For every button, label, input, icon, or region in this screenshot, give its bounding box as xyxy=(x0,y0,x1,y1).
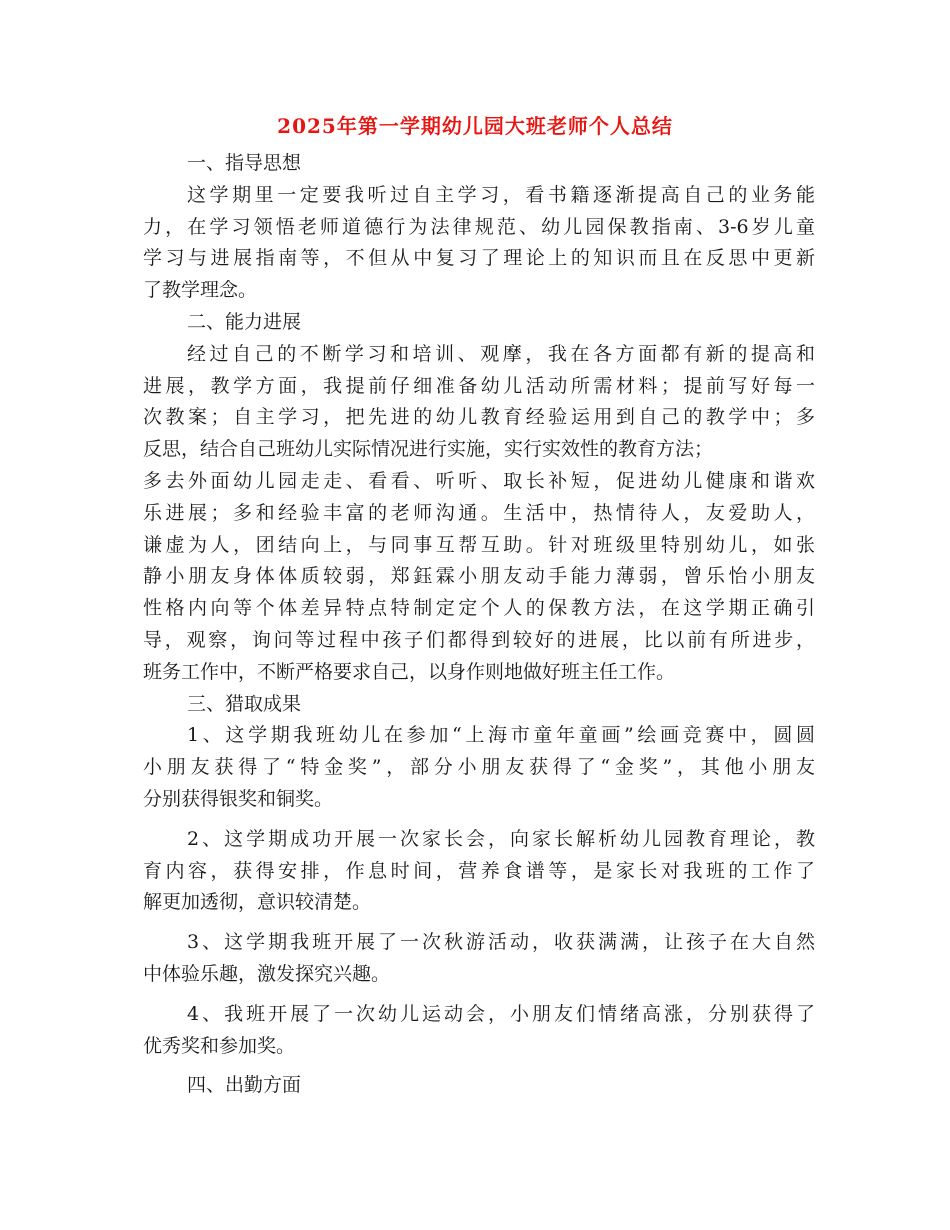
paragraph-line: 班务工作中，不断严格要求自己，以身作则地做好班主任工作。 xyxy=(143,660,676,683)
paragraph-line: 育内容，获得安排，作息时间，营养食谱等，是家长对我班的工作了 xyxy=(143,859,815,882)
paragraph-line: 静小朋友身体体质较弱，郑鈺霖小朋友动手能力薄弱，曾乐怡小朋友 xyxy=(143,565,815,588)
document-title: 2025年第一学期幼儿园大班老师个人总结 xyxy=(277,114,673,138)
paragraph-spacer xyxy=(143,991,815,999)
paragraph-line: 优秀奖和参加奖。 xyxy=(143,1034,296,1057)
section-heading-achievements: 三、猎取成果 xyxy=(187,692,302,715)
paragraph-spacer xyxy=(143,1062,815,1070)
paragraph-line: 学习与进展指南等，不但从中复习了理论上的知识而且在反思中更新 xyxy=(143,247,815,270)
section-heading-ability-progress: 二、能力进展 xyxy=(187,310,302,333)
paragraph-line: 4、我班开展了一次幼儿运动会，小朋友们情绪高涨，分别获得了 xyxy=(187,1002,815,1025)
paragraph-line: 反思，结合自己班幼儿实际情况进行实施，实行实效性的教育方法； xyxy=(143,438,714,461)
paragraph-line: 经过自己的不断学习和培训、观摩，我在各方面都有新的提高和 xyxy=(187,342,815,365)
paragraph-line: 2、这学期成功开展一次家长会，向家长解析幼儿园教育理论，教 xyxy=(187,827,815,850)
paragraph-line: 性格内向等个体差异特点特制定定个人的保教方法，在这学期正确引 xyxy=(143,597,815,620)
paragraph-line: 分别获得银奖和铜奖。 xyxy=(143,787,334,810)
paragraph-line: 了教学理念。 xyxy=(143,279,258,302)
paragraph-line: 谦虚为人，团结向上，与同事互帮互助。针对班级里特别幼儿，如张 xyxy=(143,533,815,556)
paragraph-spacer xyxy=(143,816,815,824)
paragraph-line: 进展，教学方面，我提前仔细准备幼儿活动所需材料；提前写好每一 xyxy=(143,374,815,397)
paragraph-line: 小朋友获得了“特金奖”，部分小朋友获得了“金奖”，其他小朋友 xyxy=(143,756,815,779)
section-heading-attendance: 四、出勤方面 xyxy=(187,1074,302,1097)
paragraph-line: 次教案；自主学习，把先进的幼儿教育经验运用到自己的教学中；多 xyxy=(143,406,815,429)
paragraph-line: 力，在学习领悟老师道德行为法律规范、幼儿园保教指南、3-6岁儿童 xyxy=(143,215,815,238)
paragraph-spacer xyxy=(143,919,815,927)
paragraph-line: 多去外面幼儿园走走、看看、听听、取长补短，促进幼儿健康和谐欢 xyxy=(143,469,815,492)
paragraph-line: 1、这学期我班幼儿在参加“上海市童年童画”绘画竞赛中，圆圆 xyxy=(187,724,815,747)
paragraph-line: 解更加透彻，意识较清楚。 xyxy=(143,891,372,914)
paragraph-line: 中体验乐趣，激发探究兴趣。 xyxy=(143,962,391,985)
paragraph-line: 3、这学期我班开展了一次秋游活动，收获满满，让孩子在大自然 xyxy=(187,931,815,954)
section-heading-guiding-thought: 一、指导思想 xyxy=(187,152,302,174)
paragraph-line: 导，观察，询问等过程中孩子们都得到较好的进展，比以前有所进步， xyxy=(143,628,815,651)
paragraph-line: 这学期里一定要我听过自主学习，看书籍逐渐提高自己的业务能 xyxy=(187,183,815,206)
document-body xyxy=(143,148,815,1102)
paragraph-line: 乐进展；多和经验丰富的老师沟通。生活中，热情待人，友爱助人， xyxy=(143,501,815,524)
